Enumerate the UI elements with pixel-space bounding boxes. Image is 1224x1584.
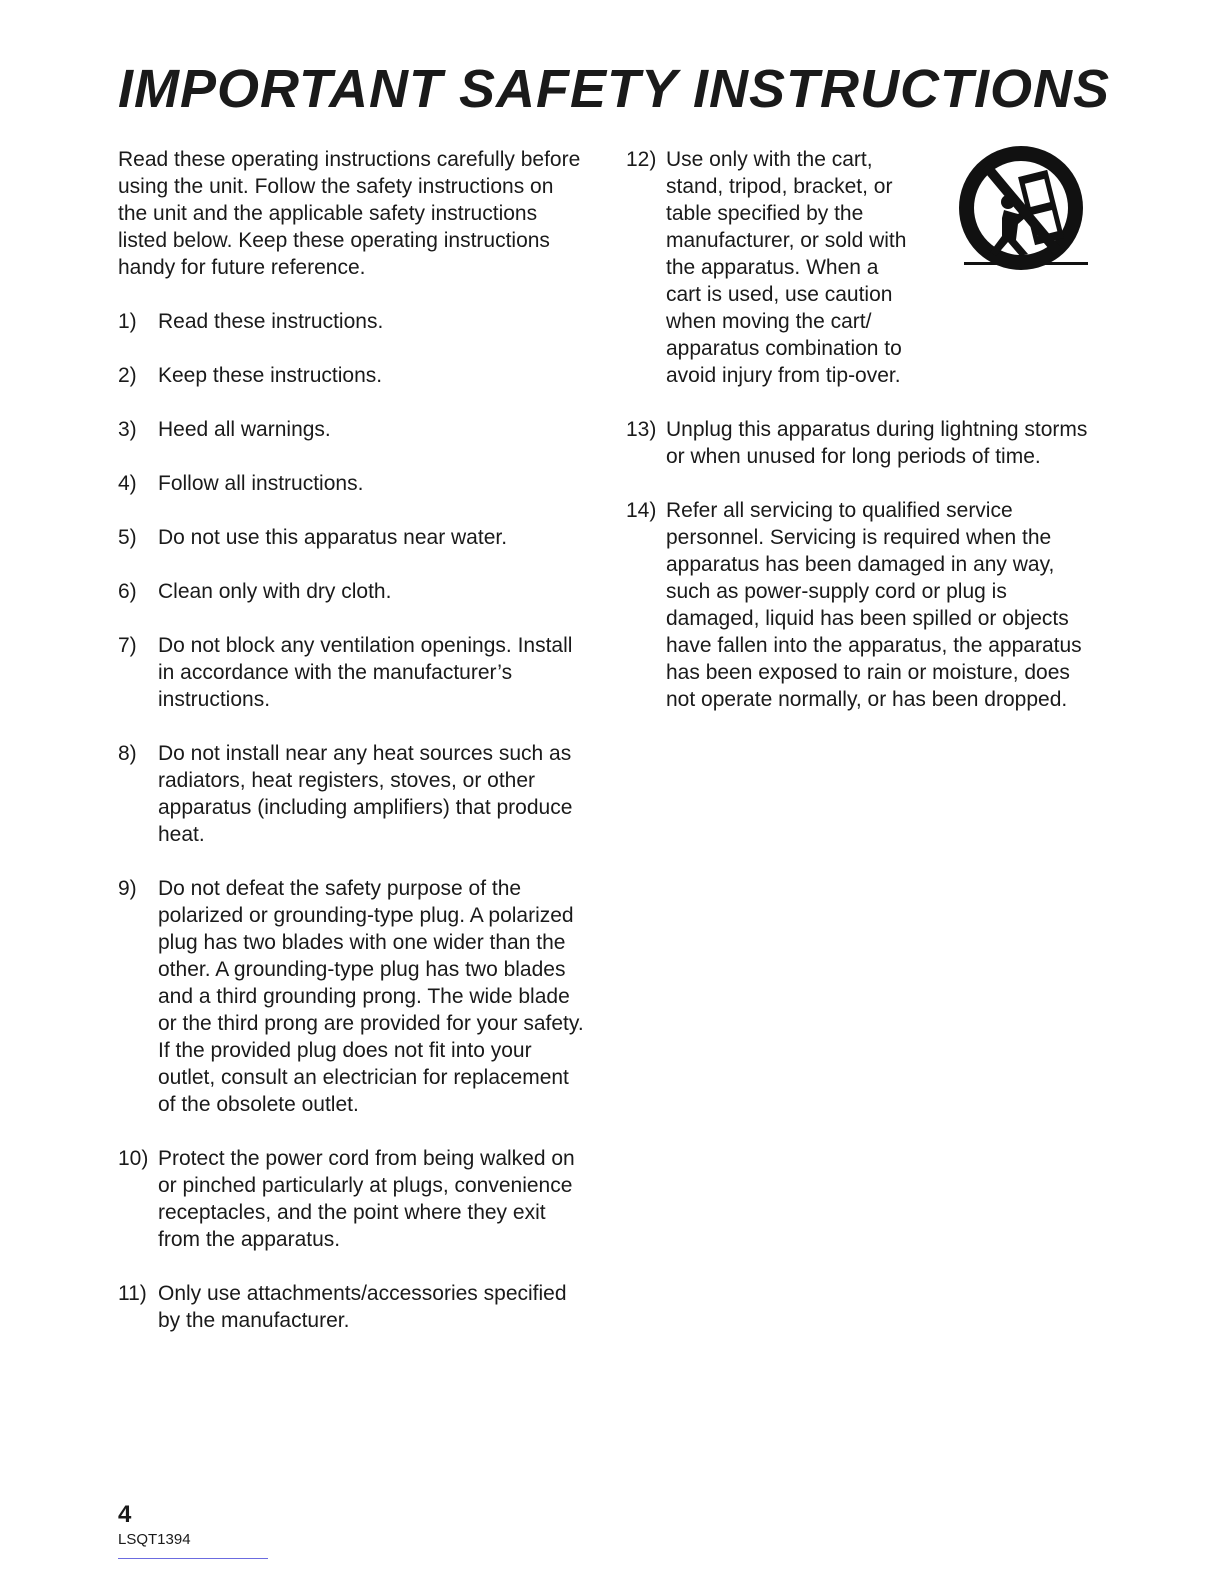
item-number: 7) [118,634,137,657]
instruction-item [626,497,1096,713]
item-text: Keep these instructions. [158,364,383,387]
document-code: LSQT1394 [118,1531,191,1548]
right-column [626,146,1096,740]
item-text: Heed all warnings. [158,418,331,441]
item-text: Read these instructions. [158,310,384,333]
instruction-item [118,308,588,335]
instruction-item [626,416,1096,470]
item-number: 2) [118,364,137,387]
item-number: 3) [118,418,137,441]
item-number: 9) [118,877,137,900]
instruction-item [118,362,588,389]
item-number: 1) [118,310,137,333]
intro-paragraph: Read these operating instructions carefully before using the unit. Follow the safety instructions on the unit and the applicable safety instructions listed below. Keep these operating instructions handy for future reference. [118,148,581,279]
item-number: 5) [118,526,137,549]
item-number: 8) [118,742,137,765]
instruction-item [118,416,588,443]
item-text: Use only with the cart, stand, tripod, bracket, or table specified by the manufacturer, or sold with the apparatus. When a cart is used, use caution when moving the cart/ apparatus combination to avoid injury from tip-over. [666,148,907,387]
item-text: Clean only with dry cloth. [158,580,392,603]
cart-tip-over-warning-icon [946,136,1096,286]
item-number: 12) [626,148,657,171]
instruction-item [118,470,588,497]
item-number: 6) [118,580,137,603]
instruction-item [118,875,588,1118]
item-text: Refer all servicing to qualified service personnel. Servicing is required when the apparatus has been damaged in any way, such as power-supply cord or plug is damaged, liquid has been spilled or objects have fallen into the apparatus, the apparatus has been exposed to rain or moisture, does not operate normally, or has been dropped. [666,499,1082,711]
item-number: 13) [626,418,657,441]
item-number: 14) [626,499,657,522]
instruction-item [118,740,588,848]
item-text: Protect the power cord from being walked on or pinched particularly at plugs, convenience receptacles, and the point where they exit from the apparatus. [158,1147,575,1251]
item-number: 10) [118,1147,149,1170]
item-number: 4) [118,472,137,495]
item-text: Only use attachments/accessories specified by the manufacturer. [158,1282,567,1332]
left-column [118,146,588,1361]
item-text: Do not use this apparatus near water. [158,526,508,549]
page-title: IMPORTANT SAFETY INSTRUCTIONS [118,59,1111,119]
item-text: Follow all instructions. [158,472,364,495]
page-number: 4 [118,1501,132,1528]
instruction-item [118,1280,588,1334]
item-text: Unplug this apparatus during lightning storms or when unused for long periods of time. [666,418,1088,468]
item-text: Do not install near any heat sources such as radiators, heat registers, stoves, or other apparatus (including amplifiers) that produce heat. [158,742,573,846]
item-number: 11) [118,1282,147,1305]
instruction-item [118,632,588,713]
footer-rule [118,1558,268,1559]
instruction-item [118,578,588,605]
instruction-item [118,1145,588,1253]
item-text: Do not block any ventilation openings. Install in accordance with the manufacturer’s instructions. [158,634,573,711]
instruction-item [118,524,588,551]
item-text: Do not defeat the safety purpose of the polarized or grounding-type plug. A polarized plug has two blades with one wider than the other. A grounding-type plug has two blades and a third grounding prong. The wide blade or the third prong are provided for your safety. If the provided plug does not fit into your outlet, consult an electrician for replacement of the obsolete outlet. [158,877,584,1116]
instruction-item [626,146,1096,389]
